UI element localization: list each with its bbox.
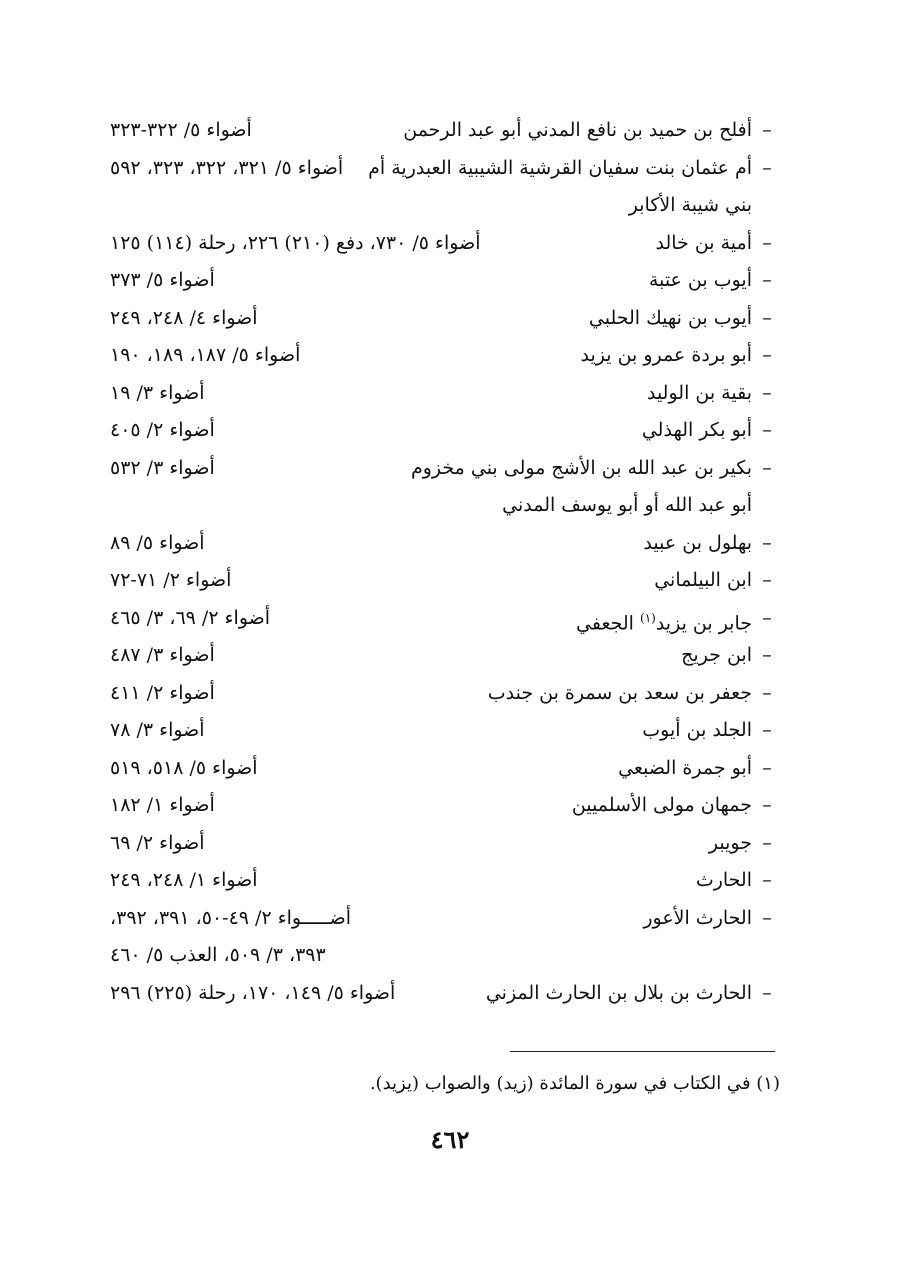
index-entry bbox=[110, 712, 782, 750]
footnote-marker[interactable]: (١) bbox=[640, 610, 656, 625]
entry-dash: – bbox=[762, 306, 772, 329]
index-entry bbox=[110, 825, 782, 863]
entry-name: جعفر بن سعد بن سمرة بن جندب bbox=[487, 681, 752, 704]
entry-name bbox=[576, 600, 752, 643]
index-entry bbox=[110, 337, 782, 375]
entry-dash: – bbox=[762, 119, 772, 141]
index-entry bbox=[110, 975, 782, 1013]
entry-reference: أضواء ١/ ٢٤٨، ٢٤٩ bbox=[110, 869, 258, 891]
entry-reference: أضواء ٢/ ٦٩ bbox=[110, 831, 205, 854]
index-entry bbox=[110, 112, 782, 150]
index-entry bbox=[110, 787, 782, 825]
entry-reference: أضواء ٤/ ٢٤٨، ٢٤٩ bbox=[110, 306, 258, 329]
entry-name: بهلول بن عبيد bbox=[643, 531, 752, 554]
entry-dash: – bbox=[762, 231, 772, 254]
entry-dash: – bbox=[762, 831, 772, 854]
entry-name: أم عثمان بنت سفيان القرشية الشيبية العبدرية أم bbox=[368, 156, 752, 179]
entry-name: أيوب بن نهيك الحلبي bbox=[588, 306, 752, 329]
entry-continuation bbox=[110, 187, 782, 225]
entry-name: ابن جريج bbox=[681, 644, 752, 666]
entry-reference: أضواء ٥/ ٣٢١، ٣٢٢، ٣٢٣، ٥٩٢ bbox=[110, 156, 344, 179]
entry-reference: أضواء ٣/ ٥٣٢ bbox=[110, 456, 215, 479]
entry-dash: – bbox=[762, 344, 772, 366]
entry-name: بقية بن الوليد bbox=[646, 381, 752, 404]
entry-reference: أضواء ٣/ ٧٨ bbox=[110, 719, 205, 741]
entry-dash: – bbox=[762, 569, 772, 591]
entry-name: ابن البيلماني bbox=[654, 569, 752, 591]
index-entry bbox=[110, 225, 782, 263]
entry-dash: – bbox=[762, 644, 772, 666]
entry-name: الحارث بن بلال بن الحارث المزني bbox=[485, 981, 752, 1004]
index-entry bbox=[110, 562, 782, 600]
footnote: (١) في الكتاب في سورة المائدة (زيد) والصواب (يزيد). bbox=[369, 1073, 780, 1094]
entry-name-part: الجعفي bbox=[576, 611, 640, 634]
entry-dash: – bbox=[762, 756, 772, 779]
index-entry bbox=[110, 450, 782, 488]
entry-dash: – bbox=[762, 906, 772, 929]
entry-reference: أضواء ١/ ١٨٢ bbox=[110, 794, 215, 816]
entry-name: جمهان مولى الأسلميين bbox=[571, 794, 752, 816]
entry-name: أبو جمرة الضبعي bbox=[618, 756, 752, 779]
entry-dash: – bbox=[762, 719, 772, 741]
entry-reference: أضواء ٥/ ٥١٨، ٥١٩ bbox=[110, 756, 258, 779]
index-entry bbox=[110, 862, 782, 900]
entry-continuation bbox=[110, 937, 782, 975]
index-entry bbox=[110, 150, 782, 188]
entry-dash: – bbox=[762, 869, 772, 891]
index-entry bbox=[110, 262, 782, 300]
entry-reference: أضواء ٥/ ٣٧٣ bbox=[110, 269, 215, 291]
entry-dash: – bbox=[762, 981, 772, 1004]
index-entry bbox=[110, 600, 782, 638]
index-entry bbox=[110, 637, 782, 675]
entry-reference: أضواء ٢/ ٦٩، ٣/ ٤٦٥ bbox=[110, 606, 271, 629]
entry-name: أبو بكر الهذلي bbox=[641, 419, 752, 441]
entry-name-continued: بني شيبة الأكابر bbox=[628, 194, 752, 216]
entry-name: الحارث bbox=[695, 869, 752, 891]
entry-dash: – bbox=[762, 419, 772, 441]
entry-dash: – bbox=[762, 156, 772, 179]
entry-reference: أضواء ٢/ ٧١-٧٢ bbox=[110, 569, 232, 591]
entry-name: جويبر bbox=[708, 831, 752, 854]
entry-reference: أضـــــواء ٢/ ٤٩-٥٠، ٣٩١، ٣٩٢، bbox=[110, 906, 351, 929]
entry-name: أيوب بن عتبة bbox=[648, 269, 752, 291]
entry-name-part: جابر بن يزيد bbox=[655, 611, 752, 634]
entry-name: أبو بردة عمرو بن يزيد bbox=[580, 344, 752, 366]
entry-name: الحارث الأعور bbox=[643, 906, 752, 929]
index-entry bbox=[110, 300, 782, 338]
footnote-separator bbox=[510, 1051, 775, 1052]
index-entry bbox=[110, 412, 782, 450]
entry-name: أفلح بن حميد بن نافع المدني أبو عبد الرحمن bbox=[403, 119, 752, 141]
entry-reference: أضواء ٢/ ٤١١ bbox=[110, 681, 215, 704]
entry-name: الجلد بن أيوب bbox=[642, 719, 752, 741]
entry-reference: أضواء ٢/ ٤٠٥ bbox=[110, 419, 215, 441]
entry-dash: – bbox=[762, 531, 772, 554]
entry-dash: – bbox=[762, 269, 772, 291]
index-entry bbox=[110, 675, 782, 713]
entry-dash: – bbox=[762, 681, 772, 704]
index-entry bbox=[110, 375, 782, 413]
entry-reference: أضواء ٥/ ٣٢٢-٣٢٣ bbox=[110, 119, 252, 141]
entry-reference-continued: ٣٩٣، ٣/ ٥٠٩، العذب ٥/ ٤٦٠ bbox=[110, 944, 326, 966]
entry-dash: – bbox=[762, 381, 772, 404]
entry-reference: أضواء ٥/ ٨٩ bbox=[110, 531, 205, 554]
index-entry bbox=[110, 750, 782, 788]
entry-name: بكير بن عبد الله بن الأشج مولى بني مخزوم bbox=[410, 456, 752, 479]
entry-dash: – bbox=[762, 606, 772, 629]
entry-name: أمية بن خالد bbox=[655, 231, 752, 254]
index-entry bbox=[110, 525, 782, 563]
entry-reference: أضواء ٥/ ١٨٧، ١٨٩، ١٩٠ bbox=[110, 344, 301, 366]
entry-reference: أضواء ٣/ ٤٨٧ bbox=[110, 644, 215, 666]
entry-dash: – bbox=[762, 794, 772, 816]
entry-reference: أضواء ٥/ ١٤٩، ١٧٠، رحلة (٢٢٥) ٢٩٦ bbox=[110, 981, 396, 1004]
entry-dash: – bbox=[762, 456, 772, 479]
entry-reference: أضواء ٣/ ١٩ bbox=[110, 381, 205, 404]
page-number: ٤٦٢ bbox=[430, 1125, 470, 1154]
entry-continuation bbox=[110, 487, 782, 525]
index-entry bbox=[110, 900, 782, 938]
entry-reference: أضواء ٥/ ٧٣٠، دفع (٢١٠) ٢٢٦، رحلة (١١٤) ١٢٥ bbox=[110, 231, 481, 254]
entry-name-continued: أبو عبد الله أو أبو يوسف المدني bbox=[502, 494, 752, 516]
index-entries bbox=[110, 112, 782, 1012]
